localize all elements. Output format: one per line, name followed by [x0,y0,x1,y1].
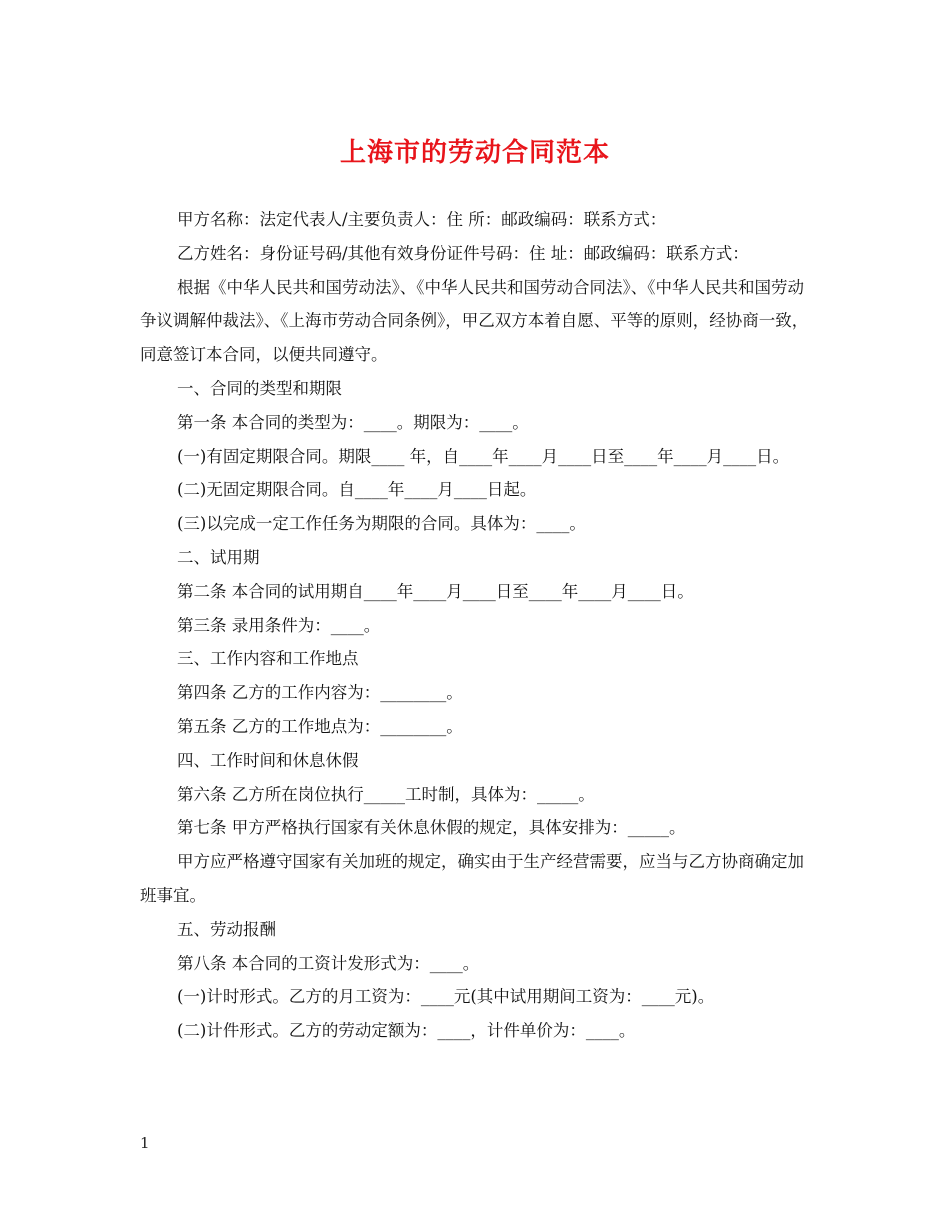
clause-paragraph: 第八条 本合同的工资计发形式为：____。 [177,953,480,973]
clause-paragraph: 第一条 本合同的类型为：____。期限为：____。 [177,412,529,432]
section-heading: 三、工作内容和工作地点 [177,649,359,669]
party-b-line: 乙方姓名：身份证号码/其他有效身份证件号码：住 址：邮政编码：联系方式： [177,243,749,263]
preamble-paragraph: 根据《中华人民共和国劳动法》、《中华人民共和国劳动合同法》、《中华人民共和国劳动争议调解仲裁法》、《上海市劳动合同条例》，甲乙双方本着自愿、平等的原则，经协商一致，同意签订本合同，以便共同遵守。 [140,277,809,365]
page-number: 1 [140,1134,150,1152]
section-heading: 一、合同的类型和期限 [177,378,342,398]
clause-paragraph: (一)计时形式。乙方的月工资为：____元(其中试用期间工资为：____元)。 [177,987,715,1007]
section-heading: 二、试用期 [177,547,260,567]
clause-paragraph: 第五条 乙方的工作地点为：________。 [177,716,463,736]
party-a-line: 甲方名称：法定代表人/主要负责人：住 所：邮政编码：联系方式： [177,210,667,229]
clause-paragraph: 第四条 乙方的工作内容为：________。 [177,683,463,703]
clause-paragraph: 第二条 本合同的试用期自____年____月____日至____年____月____日。 [177,581,694,601]
clause-paragraph: 第七条 甲方严格执行国家有关休息休假的规定，具体安排为：_____。 [177,818,686,838]
clause-paragraph: (三)以完成一定工作任务为期限的合同。具体为：____。 [177,514,586,534]
clause-paragraph: 第三条 录用条件为：____。 [177,615,381,635]
section-heading: 四、工作时间和休息休假 [177,750,359,770]
clause-paragraph: (二)计件形式。乙方的劳动定额为：____，计件单价为：____。 [177,1021,636,1041]
document-body [140,203,818,1048]
clause-paragraph: 第六条 乙方所在岗位执行_____工时制，具体为：_____。 [177,784,595,804]
clause-paragraph: (二)无固定期限合同。自____年____月____日起。 [177,480,537,500]
section-heading: 五、劳动报酬 [177,919,276,939]
clause-paragraph: (一)有固定期限合同。期限____ 年，自____年____月____日至____年____月____日。 [177,446,790,466]
clause-paragraph: 甲方应严格遵守国家有关加班的规定，确实由于生产经营需要，应当与乙方协商确定加班事宜。 [140,852,804,905]
document-title: 上海市的劳动合同范本 [339,138,610,168]
